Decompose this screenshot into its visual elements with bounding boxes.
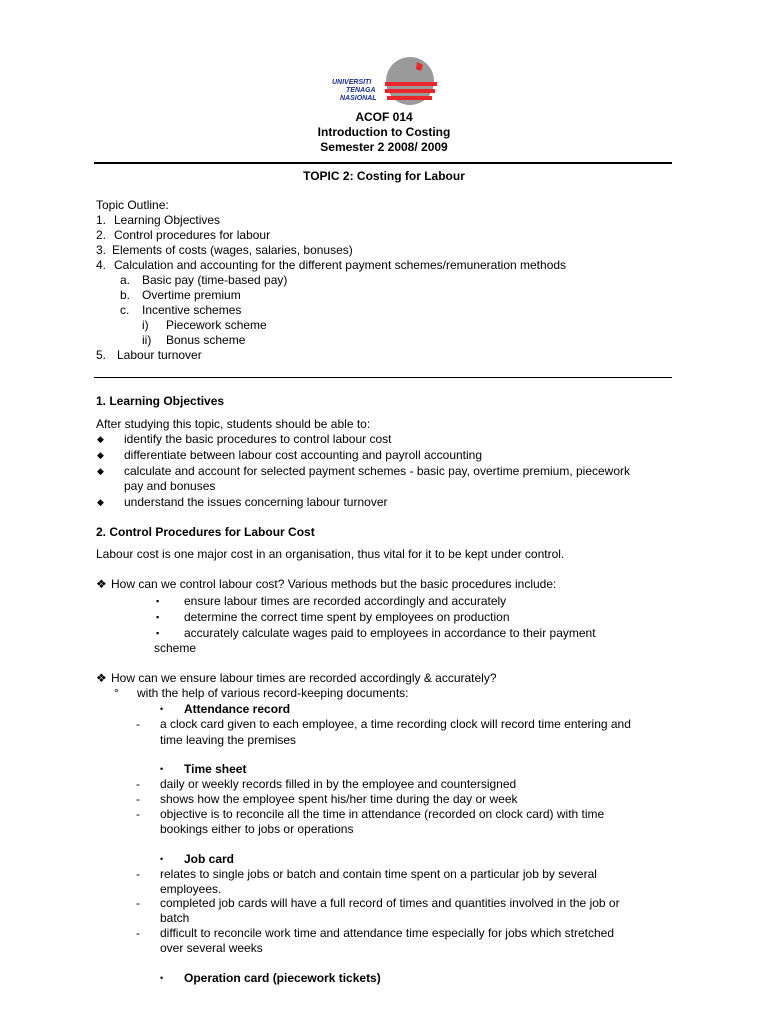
arrow-bullet-icon: ❖: [96, 577, 107, 591]
outline-num: 4.: [96, 258, 107, 272]
dash-icon: -: [136, 792, 140, 806]
outline-item: Learning Objectives: [114, 213, 221, 227]
dash-icon: -: [136, 717, 140, 731]
diamond-bullet-icon: ◆: [97, 434, 104, 444]
outline-num: ii): [142, 333, 152, 347]
dot-bullet-icon: •: [160, 973, 164, 983]
objective-item: calculate and account for selected payment schemes - basic pay, overtime premium, piecework: [124, 464, 631, 478]
outline-num: a.: [120, 273, 131, 287]
outline-num: i): [142, 318, 149, 332]
svg-text:UNIVERSITI: UNIVERSITI: [332, 79, 372, 86]
procedure-item: accurately calculate wages paid to employees in accordance to their payment: [184, 626, 596, 640]
document-line: time leaving the premises: [160, 733, 297, 747]
outline-heading: Topic Outline:: [96, 198, 169, 212]
degree-bullet-icon: °: [114, 686, 119, 700]
course-code: ACOF 014: [355, 110, 413, 124]
diamond-bullet-icon: ◆: [97, 450, 104, 460]
outline-num: c.: [120, 303, 130, 317]
dash-icon: -: [136, 867, 140, 881]
outline-item: Bonus scheme: [166, 333, 246, 347]
outline-item: Incentive schemes: [142, 303, 242, 317]
dot-bullet-icon: •: [160, 854, 164, 864]
objective-item: understand the issues concerning labour turnover: [124, 495, 388, 509]
document-line: relates to single jobs or batch and contain time spent on a particular job by several: [160, 867, 597, 881]
document-line: shows how the employee spent his/her time during the day or week: [160, 792, 518, 806]
outline-item: Calculation and accounting for the different payment schemes/remuneration methods: [114, 258, 567, 272]
document-line: difficult to reconcile work time and attendance time especially for jobs which stretched: [160, 926, 615, 940]
document-line: daily or weekly records filled in by the employee and countersigned: [160, 777, 517, 791]
question-2-sub: with the help of various record-keeping documents:: [137, 686, 409, 700]
svg-text:NASIONAL: NASIONAL: [340, 95, 377, 102]
topic-title: TOPIC 2: Costing for Labour: [303, 169, 465, 183]
svg-text:TENAGA: TENAGA: [346, 87, 376, 94]
outline-item: Overtime premium: [142, 288, 241, 302]
objective-item: differentiate between labour cost accounting and payroll accounting: [124, 448, 483, 462]
square-bullet-icon: ▪: [156, 596, 160, 606]
procedure-item-continued: scheme: [154, 641, 197, 655]
document-title: Operation card (piecework tickets): [184, 971, 381, 985]
diamond-bullet-icon: ◆: [97, 466, 104, 476]
course-title: Introduction to Costing: [317, 125, 451, 139]
section1-intro: After studying this topic, students should be able to:: [96, 417, 371, 431]
objective-item-continued: pay and bonuses: [124, 479, 216, 493]
question-1: How can we control labour cost? Various methods but the basic procedures include:: [111, 577, 557, 591]
document-title: Time sheet: [184, 762, 247, 776]
outline-num: 5.: [96, 348, 107, 362]
document-line: over several weeks: [160, 941, 263, 955]
document-line: a clock card given to each employee, a time recording clock will record time entering and: [160, 717, 631, 731]
arrow-bullet-icon: ❖: [96, 671, 107, 685]
dash-icon: -: [136, 896, 140, 910]
outline-item: Elements of costs (wages, salaries, bonuses): [112, 243, 353, 257]
outline-num: b.: [120, 288, 131, 302]
section2-heading: 2. Control Procedures for Labour Cost: [96, 525, 315, 539]
outline-num: 2.: [96, 228, 107, 242]
header-rule: [94, 162, 672, 164]
diamond-bullet-icon: ◆: [97, 497, 104, 507]
outline-item: Labour turnover: [117, 348, 202, 362]
document-line: bookings either to jobs or operations: [160, 822, 354, 836]
square-bullet-icon: ▪: [156, 628, 160, 638]
document-line: employees.: [160, 882, 222, 896]
document-line: completed job cards will have a full record of times and quantities involved in the job or: [160, 896, 620, 910]
outline-item: Basic pay (time-based pay): [142, 273, 288, 287]
square-bullet-icon: ▪: [156, 612, 160, 622]
outline-num: 3.: [96, 243, 107, 257]
section-rule: [94, 377, 672, 378]
outline-num: 1.: [96, 213, 107, 227]
outline-item: Piecework scheme: [166, 318, 267, 332]
procedure-item: determine the correct time spent by employees on production: [184, 610, 510, 624]
dash-icon: -: [136, 926, 140, 940]
dot-bullet-icon: •: [160, 764, 164, 774]
question-2: How can we ensure labour times are recorded accordingly & accurately?: [111, 671, 497, 685]
dash-icon: -: [136, 807, 140, 821]
document-title: Job card: [184, 852, 235, 866]
document-line: batch: [160, 911, 190, 925]
dot-bullet-icon: •: [160, 704, 164, 714]
dash-icon: -: [136, 777, 140, 791]
document-line: objective is to reconcile all the time in attendance (recorded on clock card) with time: [160, 807, 605, 821]
section1-heading: 1. Learning Objectives: [96, 394, 225, 408]
outline-item: Control procedures for labour: [114, 228, 271, 242]
document-title: Attendance record: [184, 702, 291, 716]
section2-intro: Labour cost is one major cost in an organisation, thus vital for it to be kept under control.: [96, 547, 565, 561]
procedure-item: ensure labour times are recorded accordingly and accurately: [184, 594, 507, 608]
semester: Semester 2 2008/ 2009: [320, 140, 448, 154]
university-logo: [330, 56, 440, 110]
objective-item: identify the basic procedures to control labour cost: [124, 432, 392, 446]
